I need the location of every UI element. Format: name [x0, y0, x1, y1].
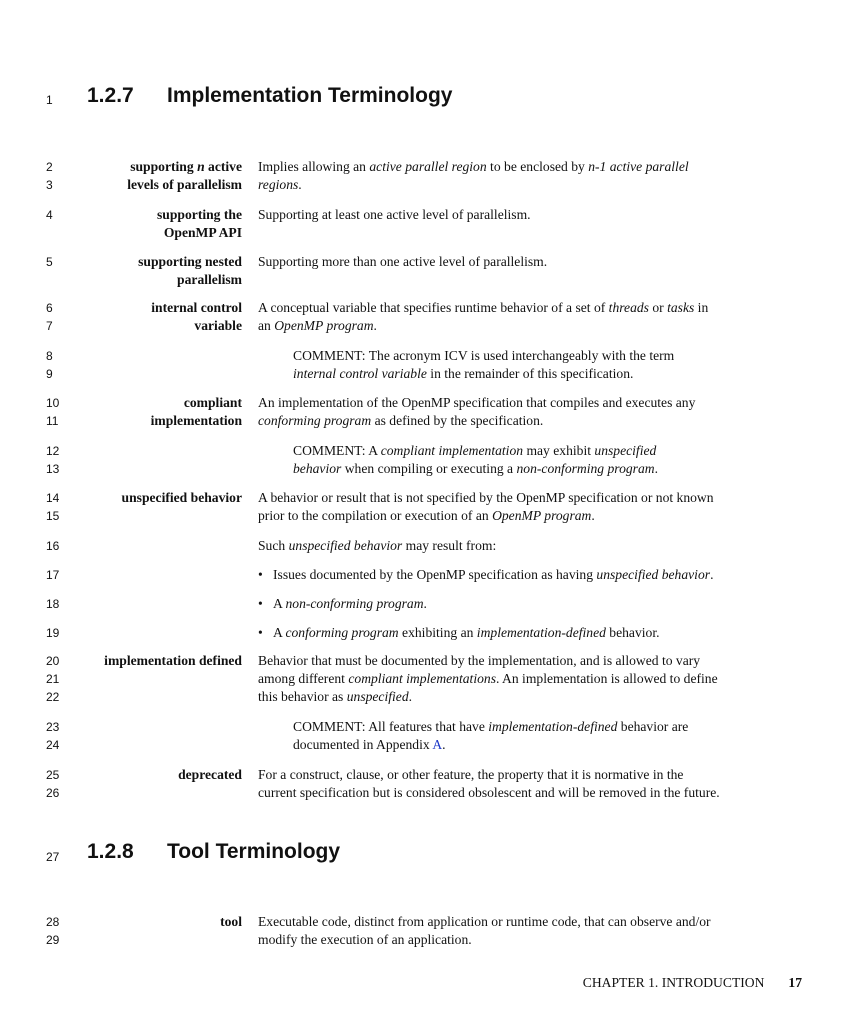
def-text: An implementation of the OpenMP specification that compiles and executes any — [258, 395, 696, 410]
term-deprecated — [76, 766, 242, 784]
def-text: as defined by the specification. — [371, 413, 544, 428]
term-text: implementation — [150, 413, 242, 428]
section-title: Implementation Terminology — [167, 84, 453, 107]
def-text: among different — [258, 671, 349, 686]
line-number: 5 — [46, 255, 53, 269]
section-heading-1-2-7 — [87, 84, 452, 108]
line-number: 26 — [46, 786, 60, 800]
def-text: exhibiting an — [398, 625, 477, 640]
line-number: 17 — [46, 568, 60, 582]
def-text: . — [298, 177, 302, 192]
line-number: 9 — [46, 367, 53, 381]
comment-text: COMMENT: All features that have — [293, 719, 489, 734]
term-tool — [76, 913, 242, 931]
line-number: 8 — [46, 349, 53, 363]
line-number: 4 — [46, 208, 53, 222]
line-number: 1 — [46, 93, 53, 107]
line-number: 11 — [46, 414, 59, 428]
term-internal-control-variable — [76, 299, 242, 335]
list-item — [258, 624, 803, 642]
def-text: . — [373, 318, 377, 333]
term-text: implementation defined — [104, 653, 242, 668]
term-supporting-openmp-api — [76, 206, 242, 242]
definition-supporting-openmp-api — [258, 206, 803, 224]
line-number: 20 — [46, 654, 60, 668]
def-text: current specification but is considered obsolescent and will be removed in the future. — [258, 785, 720, 800]
def-text-italic: n-1 active parallel — [588, 159, 689, 174]
line-number: 10 — [46, 396, 60, 410]
def-text-italic: compliant implementations — [348, 671, 496, 686]
def-text-italic: unspecified behavior — [288, 538, 403, 553]
def-text: Implies allowing an — [258, 159, 370, 174]
definition-tool — [258, 913, 803, 949]
term-text: supporting — [130, 159, 198, 174]
bullet-icon: • — [258, 567, 263, 582]
term-text-italic: n — [197, 159, 205, 174]
def-text: an — [258, 318, 275, 333]
comment-text-italic: internal control variable — [293, 366, 427, 381]
def-text: Supporting at least one active level of parallelism. — [258, 207, 531, 222]
def-text: prior to the compilation or execution of an — [258, 508, 493, 523]
line-number: 15 — [46, 509, 60, 523]
term-text: OpenMP API — [163, 225, 242, 240]
def-text: A behavior or result that is not specified by the OpenMP specification or not known — [258, 490, 714, 505]
term-text: levels of parallelism — [127, 177, 242, 192]
def-text: . — [710, 567, 714, 582]
def-text-italic: tasks — [667, 300, 695, 315]
definition-unspecified-behavior — [258, 489, 803, 525]
comment-text-italic: non-conforming program — [516, 461, 655, 476]
page-footer — [583, 974, 802, 992]
comment-text: COMMENT: The acronym ICV is used interchangeably with the term — [293, 348, 675, 363]
def-text: A — [273, 625, 286, 640]
line-number: 3 — [46, 178, 53, 192]
term-text: deprecated — [178, 767, 242, 782]
term-text: variable — [194, 318, 242, 333]
comment-text: may exhibit — [523, 443, 595, 458]
term-supporting-n-active-levels — [76, 158, 242, 194]
footer-chapter: CHAPTER 1. INTRODUCTION — [582, 975, 765, 990]
comment-text: when compiling or executing a — [341, 461, 517, 476]
term-text: parallelism — [177, 272, 242, 287]
comment-icv — [293, 347, 793, 383]
comment-text: behavior are — [617, 719, 689, 734]
def-text: A conceptual variable that specifies runtime behavior of a set of — [258, 300, 609, 315]
def-text-italic: OpenMP program — [492, 508, 592, 523]
line-number: 29 — [46, 933, 60, 947]
def-text-italic: conforming program — [258, 413, 372, 428]
def-text: . — [591, 508, 595, 523]
comment-text: . — [654, 461, 658, 476]
line-number: 27 — [46, 850, 60, 864]
section-title: Tool Terminology — [167, 840, 341, 863]
def-text-italic: regions — [258, 177, 299, 192]
term-supporting-nested-parallelism — [76, 253, 242, 289]
def-text: For a construct, clause, or other feature, the property that it is normative in the — [258, 767, 684, 782]
line-number: 13 — [46, 462, 60, 476]
comment-text: documented in Appendix — [293, 737, 433, 752]
line-number: 24 — [46, 738, 60, 752]
section-number: 1.2.7 — [87, 84, 134, 107]
line-number: 2 — [46, 160, 53, 174]
term-compliant-implementation — [76, 394, 242, 430]
definition-supporting-n-active-levels — [258, 158, 803, 194]
term-text: tool — [220, 914, 242, 929]
def-text: . — [408, 689, 413, 704]
comment-text-italic: compliant implementation — [380, 443, 524, 458]
def-text: in — [694, 300, 709, 315]
appendix-a-link[interactable]: A — [432, 737, 443, 752]
def-text: Supporting more than one active level of parallelism. — [258, 254, 548, 269]
section-heading-1-2-8 — [87, 840, 340, 864]
line-number: 7 — [46, 319, 53, 333]
line-number: 23 — [46, 720, 60, 734]
bullet-icon: • — [258, 625, 263, 640]
def-text-italic: non-conforming program — [285, 596, 424, 611]
line-number: 12 — [46, 444, 60, 458]
paragraph-unspecified-results — [258, 537, 803, 555]
comment-text-italic: implementation-defined — [488, 719, 618, 734]
def-text-italic: active parallel region — [369, 159, 487, 174]
def-text: . — [423, 596, 427, 611]
comment-text: COMMENT: A — [293, 443, 381, 458]
bullet-icon: • — [258, 596, 263, 611]
term-text: active — [204, 159, 242, 174]
def-text: to be enclosed by — [486, 159, 589, 174]
term-text: internal control — [151, 300, 242, 315]
term-text: supporting the — [157, 207, 242, 222]
def-text: Executable code, distinct from application or runtime code, that can observe and/or — [258, 914, 711, 929]
def-text: A — [273, 596, 286, 611]
comment-implementation-defined — [293, 718, 793, 754]
line-number: 6 — [46, 301, 53, 315]
definition-compliant-implementation — [258, 394, 803, 430]
page-number: 17 — [788, 975, 802, 990]
def-text: Such — [258, 538, 289, 553]
comment-text-italic: behavior — [293, 461, 342, 476]
definition-implementation-defined — [258, 652, 803, 706]
def-text: Issues documented by the OpenMP specification as having — [273, 567, 597, 582]
term-implementation-defined — [76, 652, 242, 670]
def-text: or — [648, 300, 668, 315]
comment-text: in the remainder of this specification. — [426, 366, 634, 381]
list-item — [258, 566, 803, 584]
definition-internal-control-variable — [258, 299, 803, 335]
comment-compliant-implementation — [293, 442, 793, 478]
definition-supporting-nested-parallelism — [258, 253, 803, 271]
def-text-italic: implementation-defined — [476, 625, 606, 640]
comment-text-italic: unspecified — [594, 443, 657, 458]
term-text: unspecified behavior — [121, 490, 242, 505]
line-number: 18 — [46, 597, 60, 611]
definition-deprecated — [258, 766, 803, 802]
line-number: 16 — [46, 539, 60, 553]
line-number: 28 — [46, 915, 60, 929]
line-number: 25 — [46, 768, 60, 782]
comment-text: . — [442, 737, 446, 752]
def-text-italic: threads — [608, 300, 649, 315]
def-text-italic: unspecified behavior — [596, 567, 711, 582]
def-text: may result from: — [402, 538, 497, 553]
def-text: . An implementation is allowed to define — [496, 671, 718, 686]
def-text-italic: unspecified — [346, 689, 409, 704]
list-item — [258, 595, 803, 613]
term-text: compliant — [183, 395, 242, 410]
line-number: 22 — [46, 690, 60, 704]
def-text-italic: OpenMP program — [274, 318, 374, 333]
term-unspecified-behavior — [76, 489, 242, 507]
def-text: Behavior that must be documented by the implementation, and is allowed to vary — [258, 653, 701, 668]
def-text: modify the execution of an application. — [258, 932, 472, 947]
def-text: behavior. — [605, 625, 660, 640]
term-text: supporting nested — [138, 254, 242, 269]
def-text-italic: conforming program — [285, 625, 399, 640]
line-number: 21 — [46, 672, 60, 686]
line-number: 19 — [46, 626, 60, 640]
section-number: 1.2.8 — [87, 840, 134, 863]
line-number: 14 — [46, 491, 60, 505]
def-text: this behavior as — [258, 689, 347, 704]
